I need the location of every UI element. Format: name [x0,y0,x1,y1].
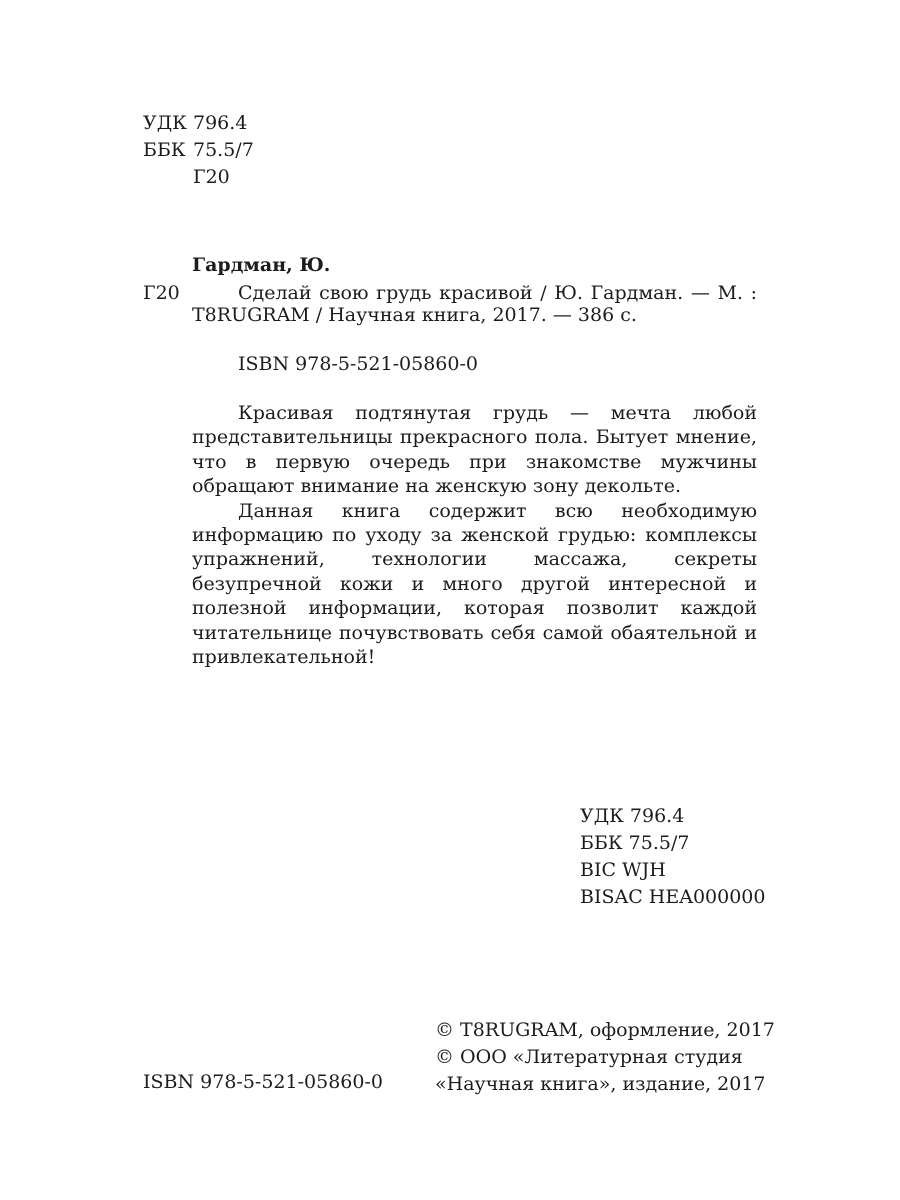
footer-isbn: ISBN 978-5-521-05860-0 [143,1071,383,1093]
copyright-block [435,1017,775,1098]
annotation-paragraph: Данная книга содержит всю необходимую информацию по уходу за женской грудью: комплексы упражнений, технологии массажа, секреты безупречной кожи и много другой интересной и полезной информации, которая позволит каждой читательнице почувствовать себя самой обаятельной и привлекательной! [192,499,757,669]
cutter-row [143,164,254,191]
record-publisher-line: T8RUGRAM / Научная книга, 2017. — 386 с. [192,304,637,326]
annotation [192,401,757,669]
record-title-line: Сделай свою грудь красивой / Ю. Гардман. — М. : [238,282,757,304]
author-heading: Гардман, Ю. [192,254,331,276]
copyright-line: «Научная книга», издание, 2017 [435,1073,766,1095]
udc-row [143,110,254,137]
bottom-classification-block [580,803,765,911]
copyright-line: © T8RUGRAM, оформление, 2017 [435,1019,775,1041]
bic-line: BIC WJH [580,859,666,881]
bbk-row [143,137,254,164]
bbk-value: 75.5/7 [193,139,254,161]
record-cutter-mark: Г20 [143,282,180,304]
udc-value: 796.4 [193,112,248,134]
annotation-paragraph: Красивая подтянутая грудь — мечта любой представительницы прекрасного пола. Бытует мнение, что в первую очередь при знакомстве мужчины обращают внимание на женскую зону декольте. [192,402,757,498]
udc-line: УДК 796.4 [580,805,685,827]
bibliographic-record [192,282,757,326]
copyright-line: © ООО «Литературная студия [435,1046,743,1068]
cutter-value: Г20 [193,166,230,188]
bbk-line: ББК 75.5/7 [580,832,690,854]
bbk-label: ББК [143,139,186,161]
record-isbn: ISBN 978-5-521-05860-0 [238,353,478,375]
udc-label: УДК [143,112,187,134]
bisac-line: BISAC HEA000000 [580,886,766,908]
top-classification-block [143,110,254,191]
